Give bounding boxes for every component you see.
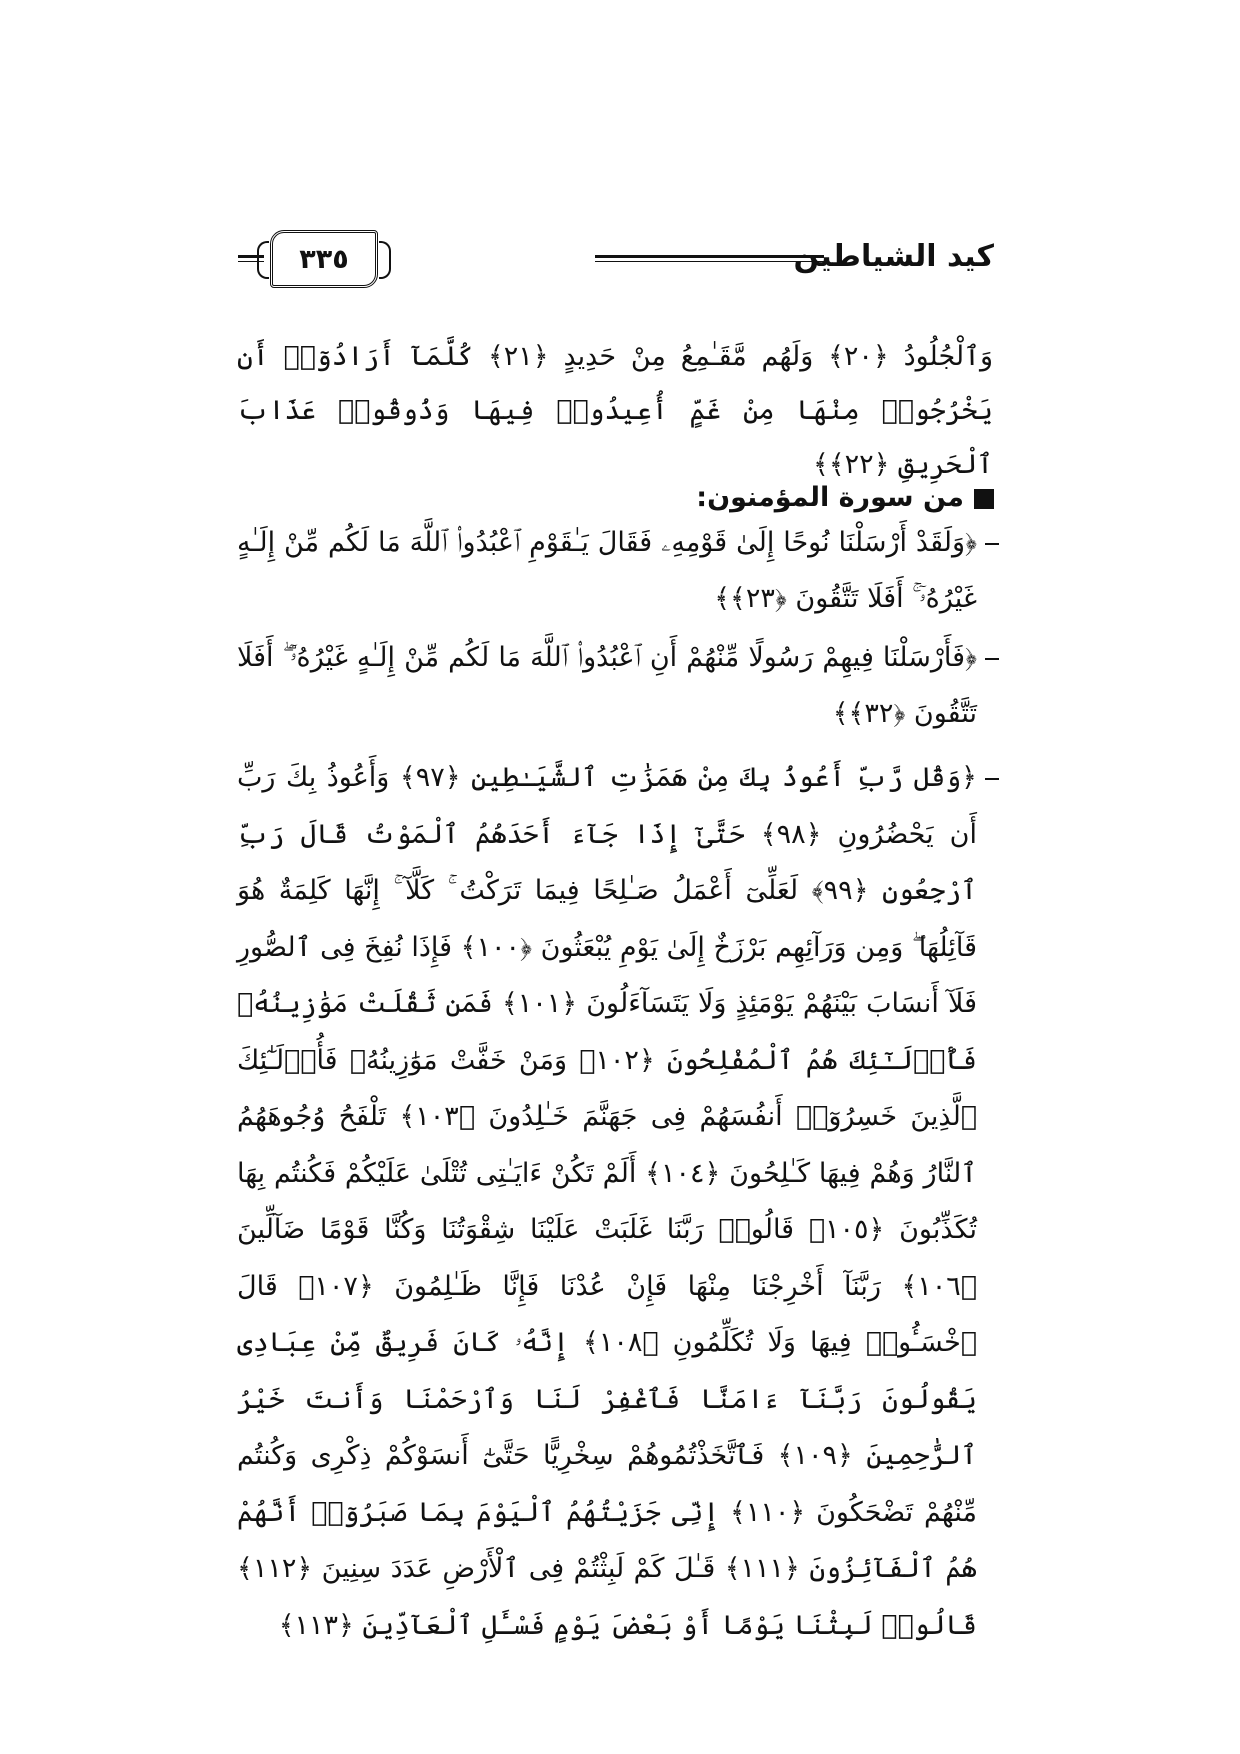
verse-text: ﴿وَقُل رَّبِّ أَعُوذُ بِكَ مِنْ هَمَزَٰتِ ٱلشَّيَـٰطِينِ ﴿٩٧﴾ وَأَعُوذُ بِكَ رَبِّ أَن يَحْضُرُونِ ﴿٩٨﴾ حَتَّىٰٓ إِذَا جَآءَ أَحَدَهُمُ ٱلْمَوْتُ قَالَ رَبِّ ٱرْجِعُونِ ﴿٩٩﴾ لَعَلِّىٓ أَعْمَلُ صَـٰلِحًا فِيمَا تَرَكْتُ ۚ كَلَّآ ۚ إِنَّهَا كَلِمَةٌ هُوَ قَآئِلُهَا ۖ وَمِن وَرَآئِهِم بَرْزَخٌ إِلَىٰ يَوْمِ يُبْعَثُونَ ﴿١٠٠﴾ فَإِذَا نُفِخَ فِى ٱلصُّورِ فَلَآ أَنسَابَ بَيْنَهُمْ يَوْمَئِذٍ وَلَا يَتَسَآءَلُونَ ﴿١٠١﴾ فَمَن ثَقُلَتْ مَوَٰزِينُهُۥ فَأُو۟لَـٰٓئِكَ هُمُ ٱلْمُفْلِحُونَ ﴿١٠٢﴾ وَمَنْ خَفَّتْ مَوَٰزِينُهُۥ فَأُو۟لَـٰٓئِكَ ٱلَّذِينَ خَسِرُوٓا۟ أَنفُسَهُمْ فِى جَهَنَّمَ خَـٰلِدُونَ ﴿١٠٣﴾ تَلْفَحُ وُجُوهَهُمُ ٱلنَّارُ وَهُمْ فِيهَا كَـٰلِحُونَ ﴿١٠٤﴾ أَلَمْ تَكُنْ ءَايَـٰتِى تُتْلَىٰ عَلَيْكُمْ فَكُنتُم بِهَا تُكَذِّبُونَ ﴿١٠٥﴾ قَالُوا۟ رَبَّنَا غَلَبَتْ عَلَيْنَا شِقْوَتُنَا وَكُنَّا قَوْمًا ضَآلِّينَ ﴿١٠٦﴾ رَبَّنَآ أَخْرِجْنَا مِنْهَا فَإِنْ عُدْنَا فَإِنَّا ظَـٰلِمُونَ ﴿١٠٧﴾ قَالَ ٱخْسَـُٔوا۟ فِيهَا وَلَا تُكَلِّمُونِ ﴿١٠٨﴾ إِنَّهُۥ كَانَ فَرِيقٌ مِّنْ عِبَادِى يَقُولُونَ رَبَّنَآ ءَامَنَّا فَٱغْفِرْ لَنَا وَٱرْحَمْنَا وَأَنتَ خَيْرُ ٱلرَّٰحِمِينَ ﴿١٠٩﴾ فَٱتَّخَذْتُمُوهُمْ سِخْرِيًّا حَتَّىٰٓ أَنسَوْكُمْ ذِكْرِى وَكُنتُم مِّنْهُمْ تَضْحَكُونَ ﴿١١٠﴾ إِنِّى جَزَيْتُهُمُ ٱلْيَوْمَ بِمَا صَبَرُوٓا۟ أَنَّهُمْ هُمُ ٱلْفَآئِزُونَ ﴿١١١﴾ قَـٰلَ كَمْ لَبِثْتُمْ فِى ٱلْأَرْضِ عَدَدَ سِنِينَ ﴿١١٢﴾ قَالُوا۟ لَبِثْنَا يَوْمًا أَوْ بَعْضَ يَوْمٍ فَسْـَٔلِ ٱلْعَآدِّينَ ﴿١١٣﴾ xyxy=(237,762,978,1641)
list-item xyxy=(237,630,977,742)
list-dash-icon xyxy=(985,778,999,780)
verse-text: ﴿فَأَرْسَلْنَا فِيهِمْ رَسُولًا مِّنْهُمْ أَنِ ٱعْبُدُوا۟ ٱللَّهَ مَا لَكُم مِّنْ إِلَـٰهٍ غَيْرُهُۥٓ ۖ أَفَلَا تَتَّقُونَ ﴿٣٢﴾﴾ xyxy=(237,642,977,729)
section-heading xyxy=(696,478,994,518)
page-header xyxy=(238,225,994,295)
intro-verse xyxy=(237,330,993,492)
header-rule xyxy=(595,255,824,262)
list-dash-icon xyxy=(985,543,999,545)
list-item xyxy=(237,750,977,1654)
list-item xyxy=(237,515,977,627)
header-rule-end xyxy=(238,255,264,262)
page-number: ٣٣٥ xyxy=(299,243,349,275)
square-bullet-icon xyxy=(974,489,994,509)
book-title: كيد الشياطين xyxy=(793,239,994,274)
verse-text: ﴿وَلَقَدْ أَرْسَلْنَا نُوحًا إِلَىٰ قَوْمِهِۦ فَقَالَ يَـٰقَوْمِ ٱعْبُدُوا۟ ٱللَّهَ مَا لَكُم مِّنْ إِلَـٰهٍ غَيْرُهُۥٓ ۚ أَفَلَا تَتَّقُونَ ﴿٢٣﴾﴾ xyxy=(237,527,977,614)
page-number-frame xyxy=(270,230,378,288)
list-dash-icon xyxy=(985,658,999,660)
section-heading-text: من سورة المؤمنون: xyxy=(696,482,964,513)
verse-text: وَٱلْجُلُودُ ﴿٢٠﴾ وَلَهُم مَّقَـٰمِعُ مِنْ حَدِيدٍ ﴿٢١﴾ كُلَّمَآ أَرَادُوٓا۟ أَن يَخْرُجُوا۟ مِنْهَا مِنْ غَمٍّ أُعِيدُوا۟ فِيهَا وَذُوقُوا۟ عَذَابَ ٱلْحَرِيقِ ﴿٢٢﴾﴾ xyxy=(237,341,994,480)
